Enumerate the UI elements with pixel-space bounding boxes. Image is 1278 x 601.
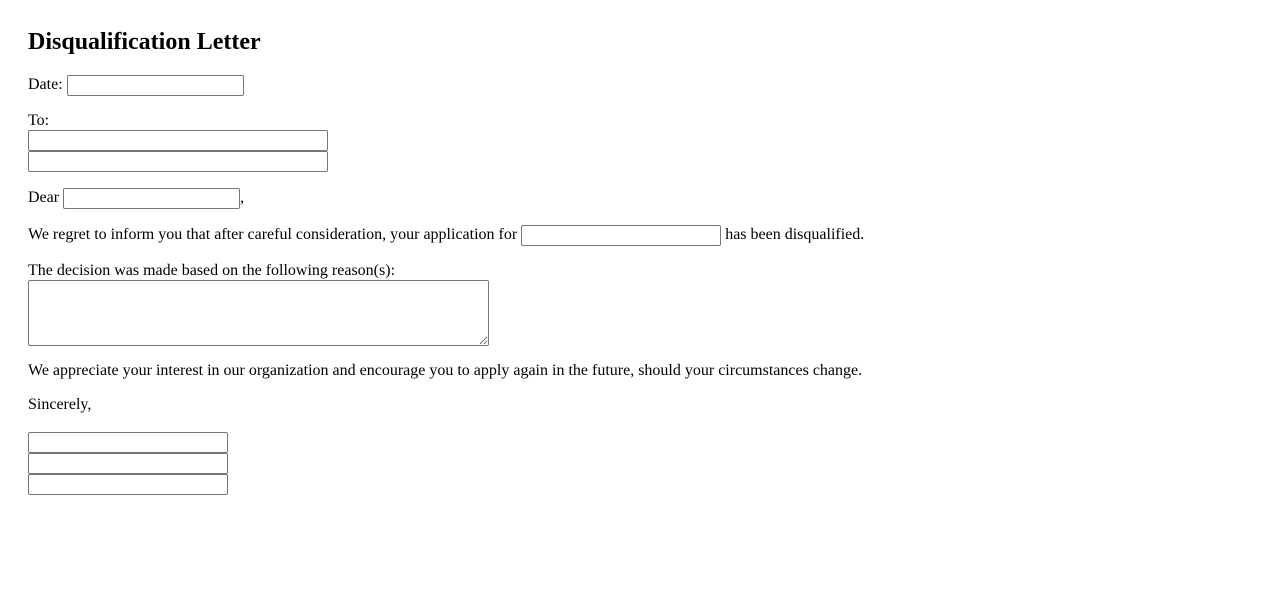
recipient-line-1-field[interactable] [28, 130, 328, 151]
reasons-textarea[interactable] [28, 280, 489, 346]
regret-paragraph [28, 225, 864, 246]
signature-line-1-field[interactable] [28, 432, 228, 453]
application-name-field[interactable] [521, 225, 721, 246]
appreciation-paragraph: We appreciate your interest in our organization and encourage you to apply again in the future, should your circumstances change. [28, 362, 863, 379]
regret-text-after: has been disqualified. [725, 226, 865, 244]
closing-text: Sincerely, [28, 396, 92, 413]
salutation-comma: , [240, 189, 245, 207]
salutation-row [28, 188, 244, 209]
date-field[interactable] [67, 75, 244, 96]
dear-label: Dear [28, 189, 60, 207]
date-row [28, 75, 244, 96]
recipient-line-2-field[interactable] [28, 151, 328, 172]
regret-text-before: We regret to inform you that after careful consideration, your application for [28, 226, 518, 244]
page-title: Disqualification Letter [28, 29, 261, 55]
salutation-name-field[interactable] [63, 188, 240, 209]
signature-fields [28, 432, 228, 495]
reasons-wrapper [28, 280, 489, 352]
date-label: Date: [28, 76, 63, 94]
signature-line-3-field[interactable] [28, 474, 228, 495]
signature-line-2-field[interactable] [28, 453, 228, 474]
reasons-label: The decision was made based on the following reason(s): [28, 262, 396, 279]
to-label: To: [28, 112, 50, 129]
recipient-fields [28, 130, 328, 172]
